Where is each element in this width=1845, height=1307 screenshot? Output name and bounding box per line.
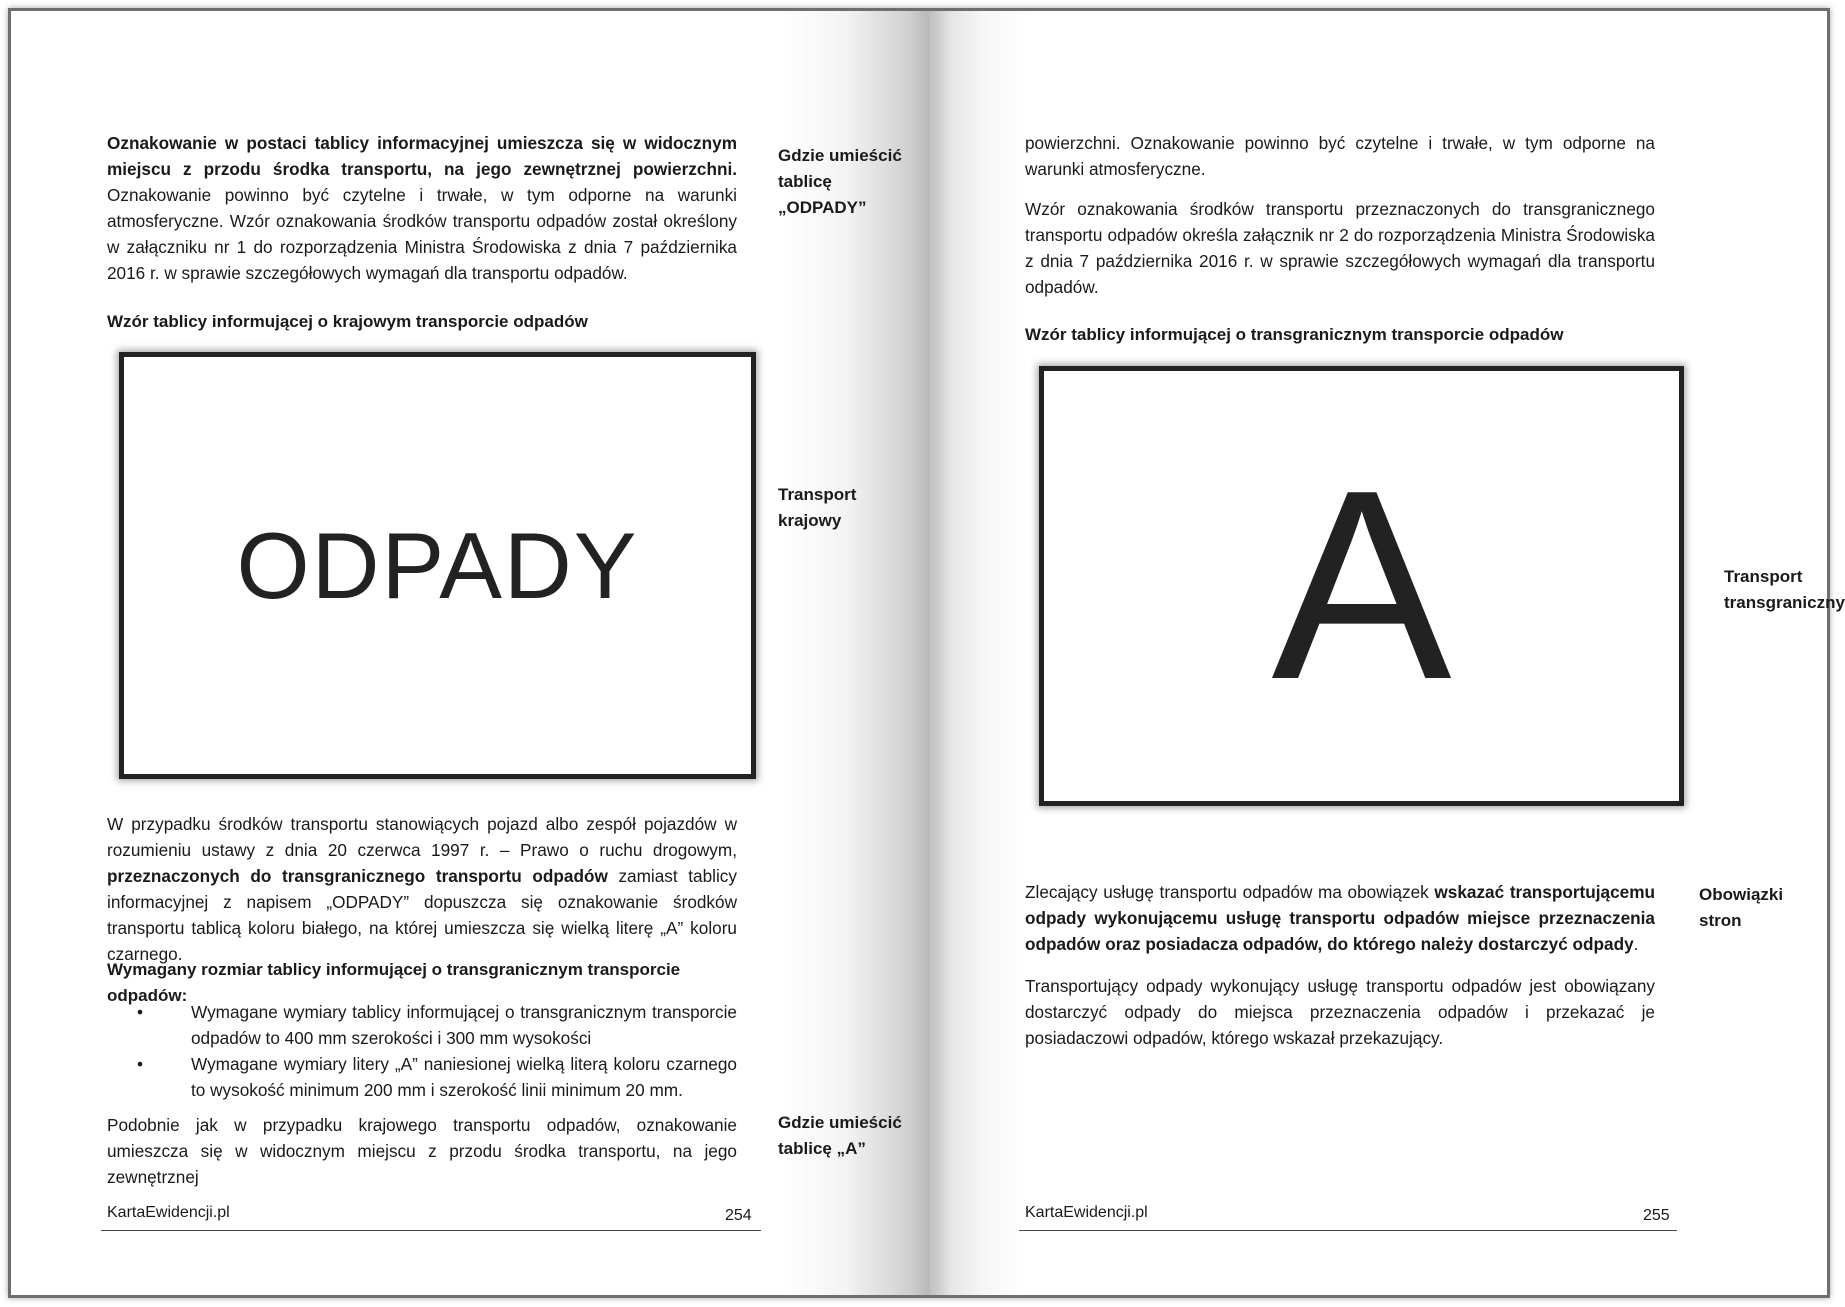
bullet-text: Wymagane wymiary tablicy informującej o transgranicznym transporcie odpadów to 400 mm szerokości i 300 mm wysokości <box>191 1002 737 1048</box>
margin-note-line: Transport <box>778 485 857 504</box>
odpady-sign <box>119 352 756 779</box>
duties-text-b: . <box>1633 934 1639 954</box>
page-number: 255 <box>1643 1207 1670 1224</box>
letter-a-sign-text: A <box>1271 435 1452 736</box>
margin-note-where-odpady <box>778 143 902 221</box>
cross-border-template-paragraph: Wzór oznakowania środków transportu przeznaczonych do transgranicznego transportu odpadów określa załącznik nr 2 do rozporządzenia Ministra Środowiska z dnia 7 października 2016 r. w sprawie szczegółowych wymagań dla transportu odpadów. <box>1025 199 1655 297</box>
intro-text: Oznakowanie powinno być czytelne i trwałe, w tym odporne na warunki atmosferyczne. Wzór oznakowania środków transportu odpadów został określony w załączniku nr 1 do rozporządzenia Ministra Środowiska z dnia 7 października 2016 r. w sprawie szczegółowych wymagań dla transportu odpadów. <box>107 185 737 283</box>
cross-border-text-b: zamiast tablicy informacyjnej z napisem „ODPADY” dopuszcza się oznakowanie środków transportu tablicą koloru białego, na której umieszcza się wielką literę „A” koloru czarnego. <box>107 866 737 964</box>
open-book-spread <box>8 8 1845 1298</box>
margin-note-cross-border <box>1724 564 1845 616</box>
margin-note-line: Gdzie umieścić <box>778 1113 902 1132</box>
size-requirements-list <box>107 999 737 1103</box>
intro-bold-text: Oznakowanie w postaci tablicy informacyjnej umieszcza się w widocznym miejscu z przodu środka transportu, na jego zewnętrznej powierzchni. <box>107 133 737 179</box>
bullet-text: Wymagane wymiary litery „A” naniesionej wielką literą koloru czarnego to wysokość minimum 200 mm i szerokość linii minimum 20 mm. <box>191 1054 737 1100</box>
cross-border-paragraph <box>107 811 737 967</box>
margin-note-where-a <box>778 1110 902 1162</box>
margin-note-line: stron <box>1699 911 1742 930</box>
domestic-sign-heading: Wzór tablicy informującej o krajowym transporcie odpadów <box>107 312 588 331</box>
list-item <box>107 1051 737 1103</box>
transporter-duties-paragraph: Transportujący odpady wykonujący usługę transportu odpadów jest obowiązany dostarczyć odpady do miejsca przeznaczenia odpadów i przekazać je posiadaczowi odpadów, którego wskazał przekazujący. <box>1025 976 1655 1048</box>
cross-border-sign-heading: Wzór tablicy informującej o transgranicznym transporcie odpadów <box>1025 325 1564 344</box>
intro-paragraph <box>107 130 737 286</box>
left-page <box>11 11 929 1295</box>
margin-note-domestic <box>778 482 856 534</box>
continuation-paragraph: powierzchni. Oznakowanie powinno być czytelne i trwałe, w tym odporne na warunki atmosferyczne. <box>1025 133 1655 179</box>
bullet-icon: • <box>137 1002 144 1022</box>
right-page <box>929 11 1845 1295</box>
footer-site: KartaEwidencji.pl <box>107 1204 230 1221</box>
footer-rule <box>101 1230 761 1231</box>
margin-note-line: transgraniczny <box>1724 593 1845 612</box>
margin-note-line: Gdzie umieścić <box>778 146 902 165</box>
margin-note-line: tablicę „A” <box>778 1139 866 1158</box>
margin-note-line: Obowiązki <box>1699 885 1784 904</box>
odpady-sign-text: ODPADY <box>236 512 639 618</box>
margin-note-line: Transport <box>1724 567 1803 586</box>
cross-border-text-a: W przypadku środków transportu stanowiących pojazd albo zespół pojazdów w rozumieniu ustawy z dnia 20 czerwca 1997 r. – Prawo o ruchu drogowym, <box>107 814 737 860</box>
margin-note-line: „ODPADY” <box>778 198 867 217</box>
margin-note-line: tablicę <box>778 172 832 191</box>
margin-note-line: krajowy <box>778 511 842 530</box>
margin-note-duties <box>1699 882 1783 934</box>
letter-a-sign <box>1039 366 1684 806</box>
duties-bold-text: wskazać transportującemu odpady wykonującemu usługę transportu odpadów miejsce przeznaczenia odpadów oraz posiadacza odpadów, do którego należy dostarczyć odpady <box>1025 882 1656 954</box>
duties-paragraph <box>1025 879 1655 957</box>
footer-site: KartaEwidencji.pl <box>1025 1204 1148 1221</box>
list-item <box>107 999 737 1051</box>
size-heading: Wymagany rozmiar tablicy informującej o transgranicznym transporcie odpadów: <box>107 960 681 1005</box>
placement-paragraph: Podobnie jak w przypadku krajowego transportu odpadów, oznakowanie umieszcza się w widocznym miejscu z przodu środka transportu, na jego zewnętrznej <box>107 1115 737 1187</box>
footer-rule <box>1019 1230 1677 1231</box>
cross-border-bold-text: przeznaczonych do transgranicznego transportu odpadów <box>107 866 608 886</box>
duties-text-a: Zlecający usługę transportu odpadów ma obowiązek <box>1025 882 1435 902</box>
page-number: 254 <box>725 1207 752 1224</box>
bullet-icon: • <box>137 1054 144 1074</box>
